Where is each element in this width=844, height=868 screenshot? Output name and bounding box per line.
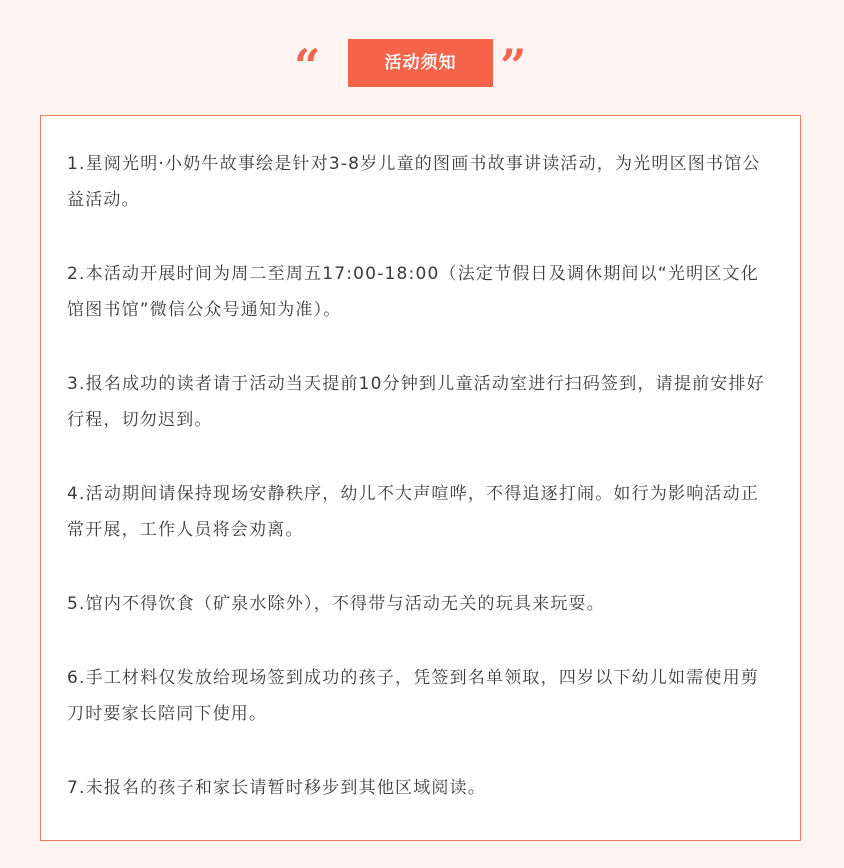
notice-card [40,115,801,841]
notice-item-4: 4.活动期间请保持现场安静秩序，幼儿不大声喧哗，不得追逐打闹。如行为影响活动正常开展，工作人员将会劝离。 [67,484,760,540]
section-header [0,39,844,93]
left-quote-mark: “ [294,39,321,93]
notice-list [67,146,777,806]
section-title: 活动须知 [348,39,493,87]
notice-item-2: 2.本活动开展时间为周二至周五17:00-18:00（法定节假日及调休期间以“光明区文化馆图书馆”微信公众号通知为准）。 [67,264,759,320]
right-quote-mark: ” [500,39,527,93]
notice-item-1: 1.星阅光明·小奶牛故事绘是针对3-8岁儿童的图画书故事讲读活动，为光明区图书馆公益活动。 [67,154,761,210]
notice-item-7: 7.未报名的孩子和家长请暂时移步到其他区域阅读。 [67,778,487,798]
notice-item-5: 5.馆内不得饮食（矿泉水除外），不得带与活动无关的玩具来玩耍。 [67,594,605,614]
notice-item-6: 6.手工材料仅发放给现场签到成功的孩子，凭签到名单领取，四岁以下幼儿如需使用剪刀时要家长陪同下使用。 [67,668,760,724]
notice-item-3: 3.报名成功的读者请于活动当天提前10分钟到儿童活动室进行扫码签到，请提前安排好行程，切勿迟到。 [67,374,765,430]
